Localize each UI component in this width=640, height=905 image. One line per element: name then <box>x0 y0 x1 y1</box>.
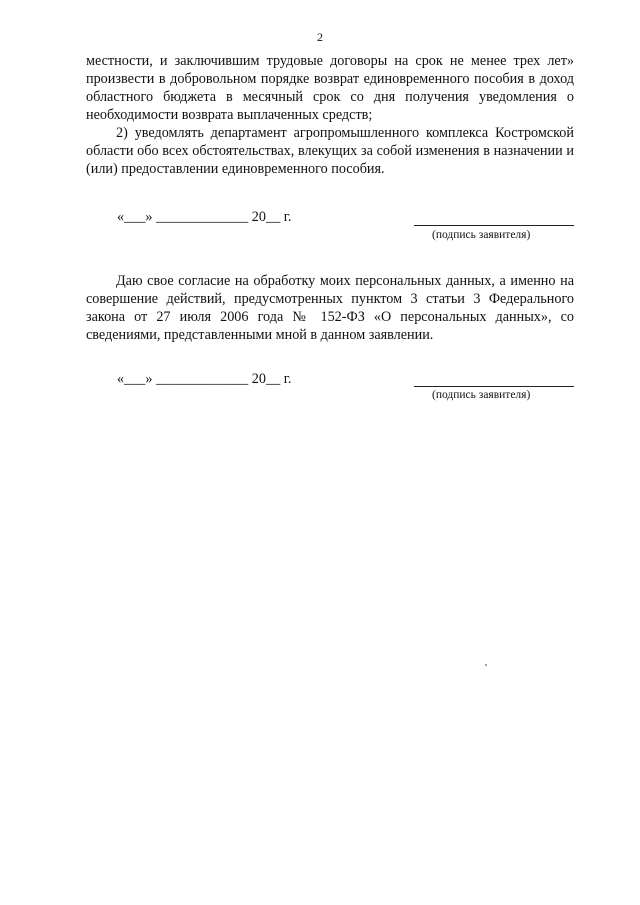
obligation-paragraph-1: местности, и заключившим трудовые договоры на срок не менее трех лет» произвести в добровольном порядке возврат единовременного пособия в доход областного бюджета в месячный срок со дня получения уведомления о необходимости возврата выплаченных средств; <box>86 53 574 123</box>
obligation-paragraph-2: 2) уведомлять департамент агропромышленного комплекса Костромской области обо всех обстоятельствах, влекущих за собой изменения в назначении и (или) предоставлении единовременного пособия. <box>86 125 574 177</box>
page-number: 2 <box>317 30 323 44</box>
date-field-1: «___» _____________ 20__ г. <box>117 209 292 225</box>
signature-line-1 <box>414 225 574 226</box>
signature-line-2 <box>414 386 574 387</box>
obligations-text <box>86 52 574 178</box>
signature-caption-2: (подпись заявителя) <box>432 389 531 401</box>
signature-caption-1: (подпись заявителя) <box>432 229 531 241</box>
consent-text <box>86 272 574 344</box>
consent-paragraph: Даю свое согласие на обработку моих персональных данных, а именно на совершение действий, предусмотренных пунктом 3 статьи 3 Федерального закона от 27 июля 2006 года № 152-ФЗ «О персональных данных», со сведениями, представленными мной в данном заявлении. <box>86 273 574 343</box>
date-field-2: «___» _____________ 20__ г. <box>117 371 292 387</box>
scan-speck <box>485 664 487 666</box>
